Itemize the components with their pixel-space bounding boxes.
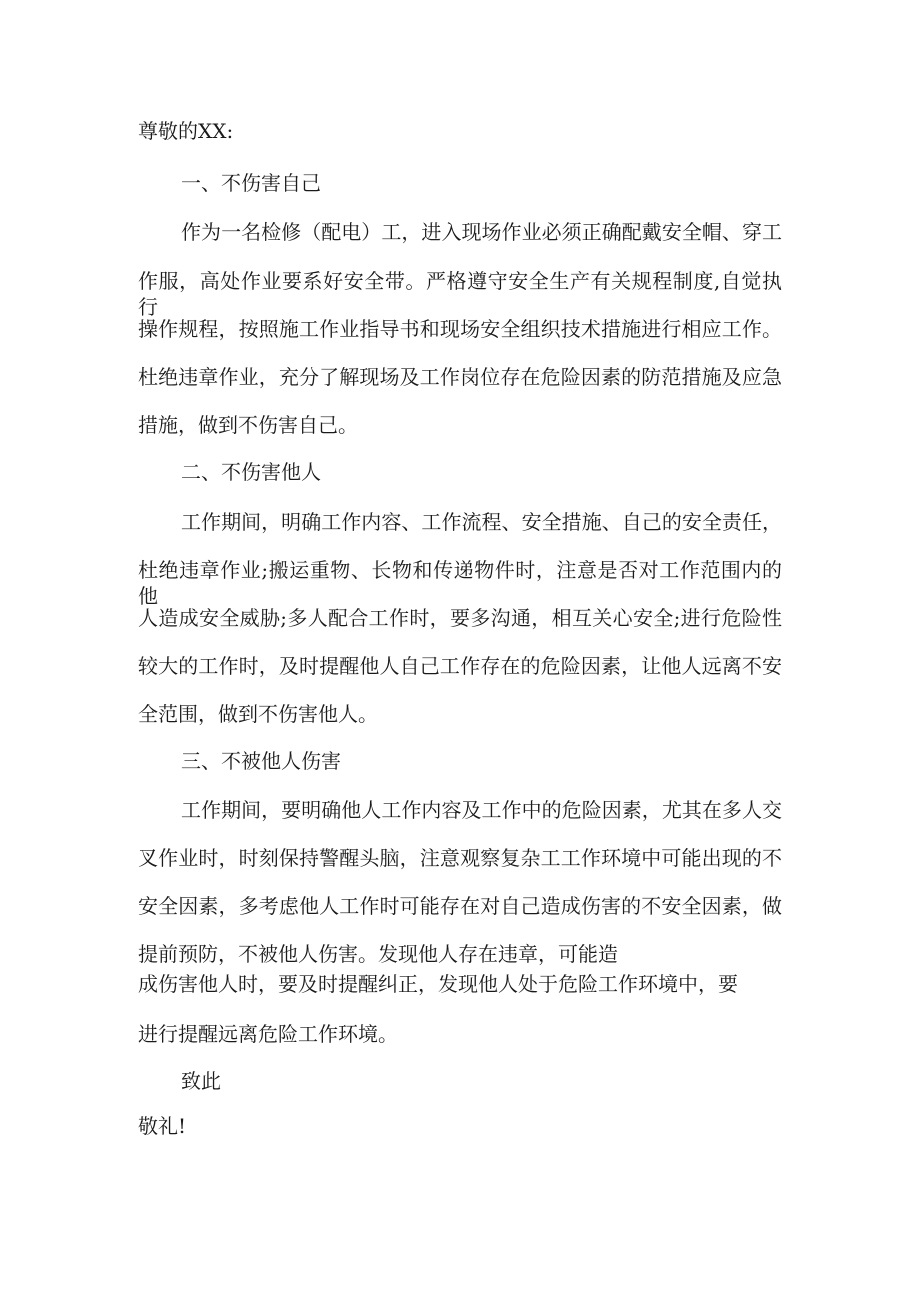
section3-line-4: 提前预防，不被他人伤害。发现他人存在违章，可能造 [138,942,618,966]
salutation: 尊敬的XX: [138,119,234,143]
section3-line-1: 工作期间，要明确他人工作内容及工作中的危险因素，尤其在多人交 [181,798,782,822]
section-heading-3: 三、不被他人伤害 [181,749,341,773]
section2-line-2: 杜绝违章作业;搬运重物、长物和传递物件时，注意是否对工作范围内的他 [138,558,782,608]
section1-line-4: 杜绝违章作业，充分了解现场及工作岗位存在危险因素的防范措施及应急 [138,365,782,389]
section-heading-2: 二、不伤害他人 [181,460,321,484]
section1-line-2: 作服，高处作业要系好安全带。严格遵守安全生产有关规程制度,自觉执行 [138,269,782,319]
section2-line-5: 全范围，做到不伤害他人。 [138,702,378,726]
section3-line-2: 叉作业时，时刻保持警醒头脑，注意观察复杂工工作环境中可能出现的不 [138,846,782,870]
section3-line-6: 进行提醒远离危险工作环境。 [138,1022,398,1046]
section2-line-3: 人造成安全威胁;多人配合工作时，要多沟通，相互关心安全;进行危险性 [138,606,782,630]
section1-line-3: 操作规程，按照施工作业指导书和现场安全组织技术措施进行相应工作。 [138,317,782,341]
section1-line-1: 作为一名检修（配电）工，进入现场作业必须正确配戴安全帽、穿工 [181,220,782,244]
section3-line-5: 成伤害他人时，要及时提醒纠正，发现他人处于危险工作环境中，要 [138,972,738,996]
section2-line-1: 工作期间，明确工作内容、工作流程、安全措施、自己的安全责任， [181,510,782,534]
section-heading-1: 一、不伤害自己 [181,171,321,195]
section3-line-3: 安全因素，多考虑他人工作时可能存在对自己造成伤害的不安全因素，做 [138,894,782,918]
closing: 致此 [181,1069,221,1093]
section2-line-4: 较大的工作时，及时提醒他人自己工作存在的危险因素，让他人远离不安 [138,654,782,678]
section1-line-5: 措施，做到不伤害自己。 [138,413,358,437]
regards: 敬礼! [138,1114,187,1138]
